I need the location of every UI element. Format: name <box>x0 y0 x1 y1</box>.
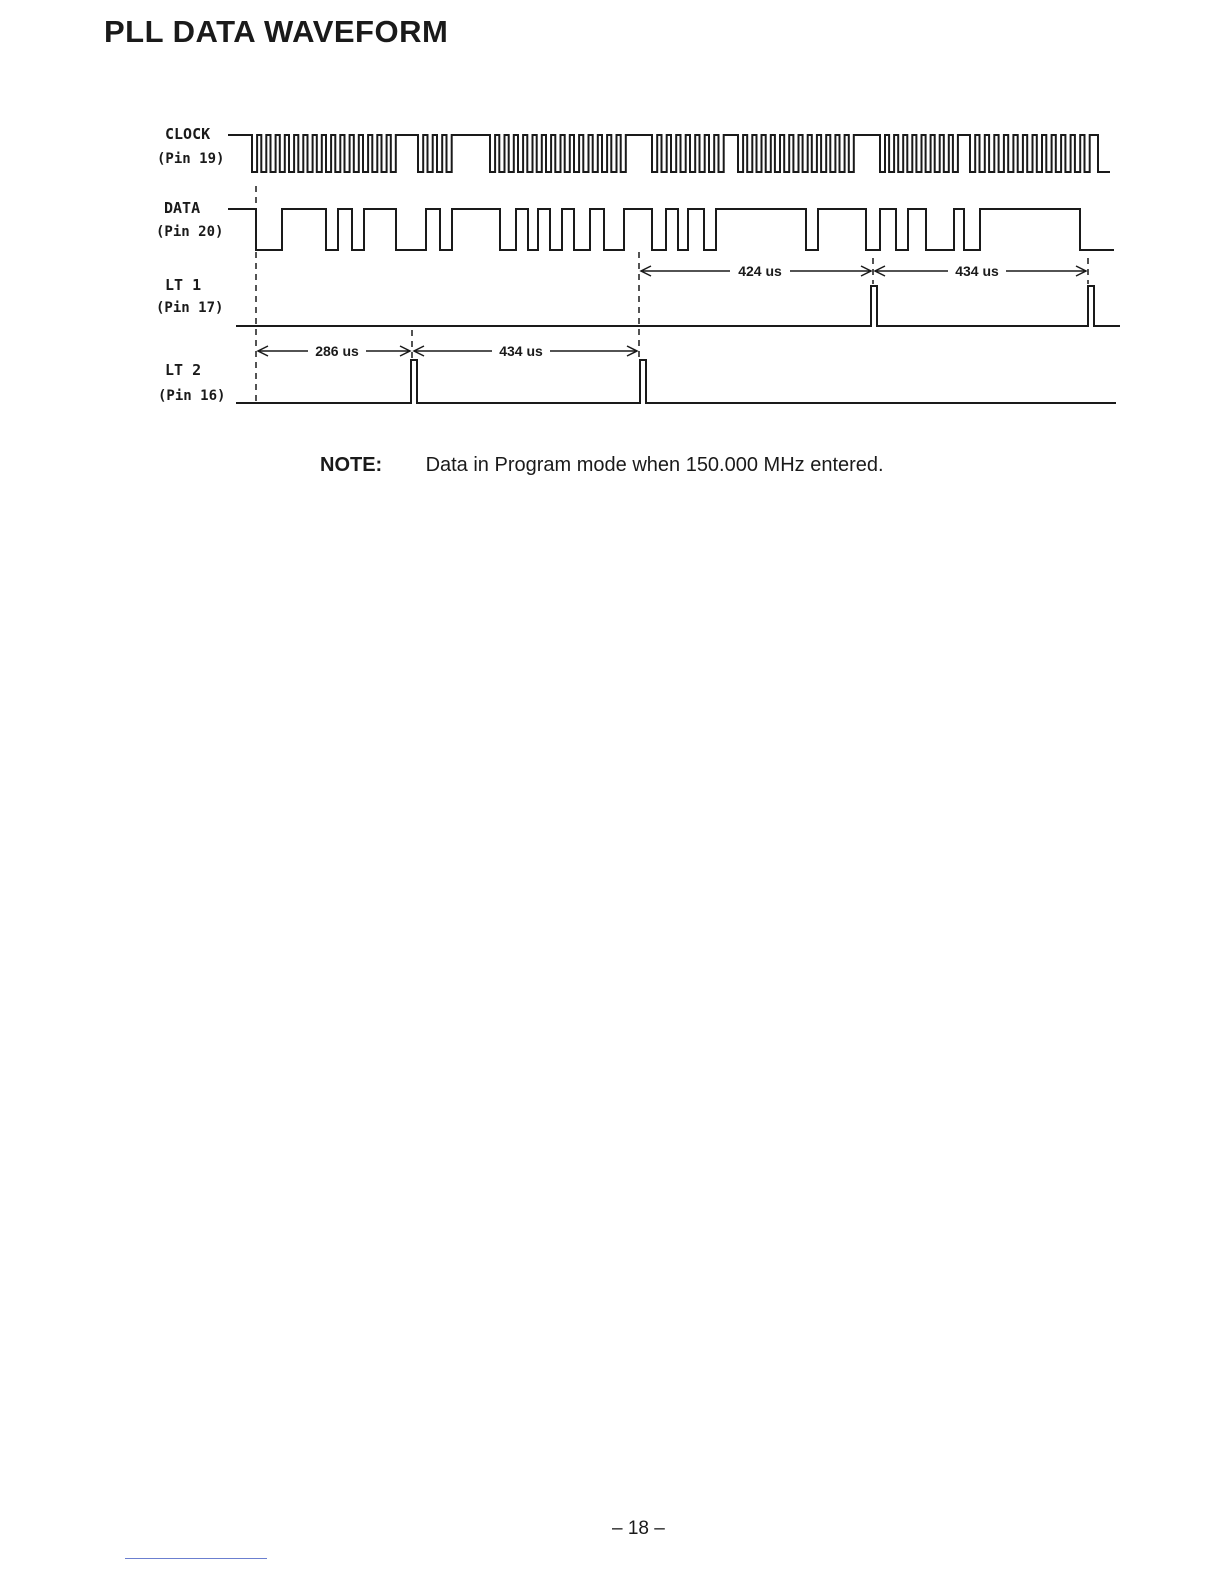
lt2-label: LT 2 <box>165 361 202 379</box>
data-pin-label: (Pin 20) <box>156 224 224 240</box>
data-label: DATA <box>164 199 201 217</box>
lt1-label: LT 1 <box>165 276 202 294</box>
lt2-waveform <box>236 360 1116 403</box>
lt2-pin-label: (Pin 16) <box>158 388 226 404</box>
note-text: Data in Program mode when 150.000 MHz entered. <box>425 454 884 476</box>
note <box>320 454 884 477</box>
clock-label: CLOCK <box>165 125 211 143</box>
page-title: PLL DATA WAVEFORM <box>104 14 449 49</box>
page-number: – 18 – <box>612 1518 665 1539</box>
lt2-interval-1: 286 us <box>315 343 359 359</box>
note-label: NOTE: <box>320 454 383 476</box>
footer-rule <box>125 1558 267 1559</box>
lt1-interval-2: 434 us <box>955 263 999 279</box>
lt1-interval-1: 424 us <box>738 263 782 279</box>
clock-waveform <box>228 135 1110 172</box>
lt1-pin-label: (Pin 17) <box>156 300 224 316</box>
lt1-waveform <box>236 286 1120 326</box>
lt2-interval-2: 434 us <box>499 343 543 359</box>
clock-pin-label: (Pin 19) <box>157 151 225 167</box>
data-waveform <box>228 209 1114 250</box>
